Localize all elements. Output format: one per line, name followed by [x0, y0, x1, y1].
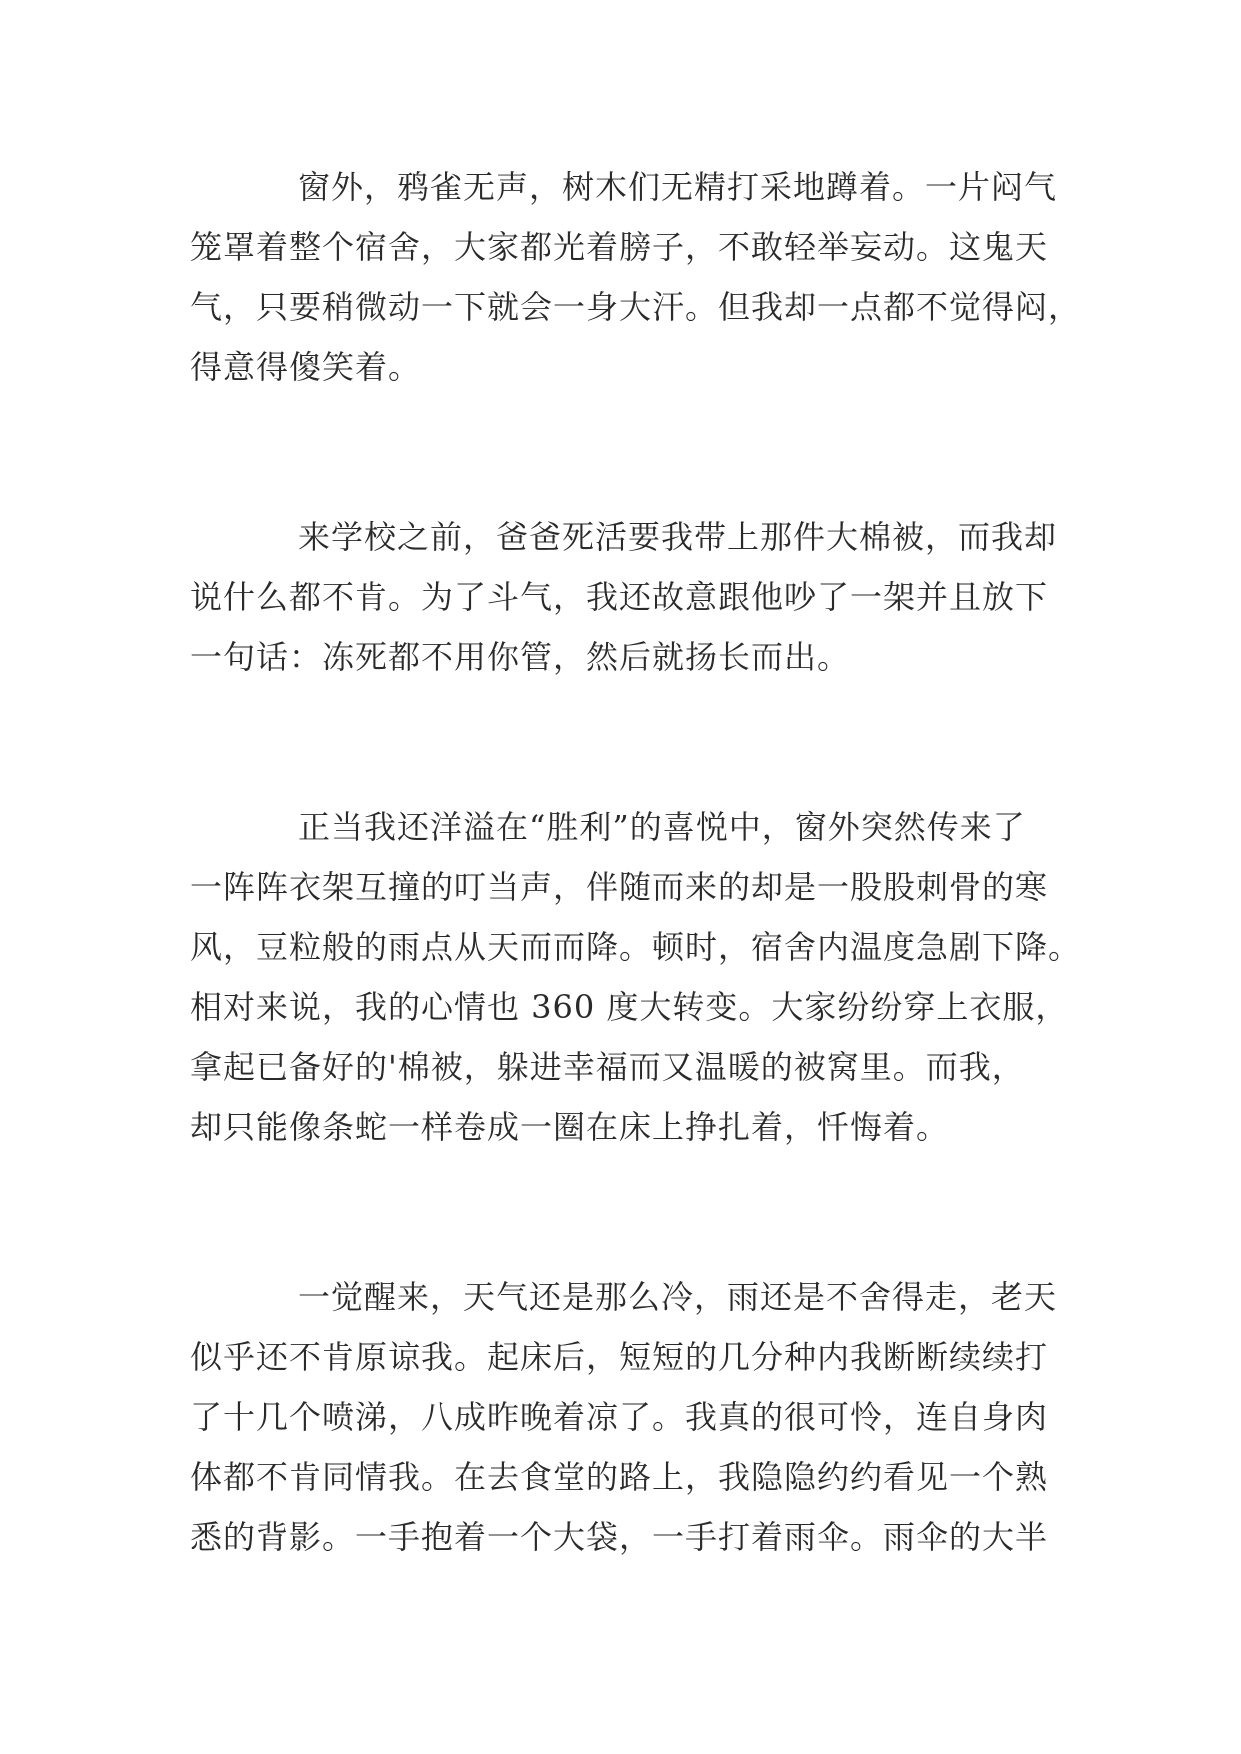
text-line: 却只能像条蛇一样卷成一圈在床上挣扎着，忏悔着。 — [190, 1108, 950, 1146]
text-line: 说什么都不肯。为了斗气，我还故意跟他吵了一架并且放下 — [190, 578, 1049, 616]
text-line: 来学校之前，爸爸死活要我带上那件大棉被，而我却 — [298, 518, 1058, 556]
text-line: 正当我还洋溢在“胜利”的喜悦中，窗外突然传来了 — [298, 808, 1026, 846]
text-line: 似乎还不肯原谅我。起床后，短短的几分种内我断断续续打 — [190, 1338, 1049, 1376]
text-line: 气，只要稍微动一下就会一身大汗。但我却一点都不觉得闷， — [190, 288, 1082, 326]
paragraph-3 — [190, 797, 1082, 1157]
text-line: 一觉醒来，天气还是那么冷，雨还是不舍得走，老天 — [298, 1278, 1058, 1316]
paragraph-2 — [190, 507, 1058, 687]
text-line: 得意得傻笑着。 — [190, 348, 422, 386]
text-line: 相对来说，我的心情也 360 度大转变。大家纷纷穿上衣服， — [190, 988, 1069, 1026]
text-line: 笼罩着整个宿舍，大家都光着膀子，不敢轻举妄动。这鬼天 — [190, 228, 1049, 266]
text-line: 了十几个喷涕，八成昨晚着凉了。我真的很可怜，连自身肉 — [190, 1398, 1049, 1436]
text-line: 拿起已备好的'棉被，躲进幸福而又温暖的被窝里。而我， — [190, 1048, 1025, 1086]
text-line: 一阵阵衣架互撞的叮当声，伴随而来的却是一股股刺骨的寒 — [190, 868, 1049, 906]
text-line: 窗外，鸦雀无声，树木们无精打采地蹲着。一片闷气 — [298, 168, 1058, 206]
paragraph-1 — [190, 157, 1082, 397]
text-line: 体都不肯同情我。在去食堂的路上，我隐隐约约看见一个熟 — [190, 1458, 1049, 1496]
text-line: 悉的背影。一手抱着一个大袋，一手打着雨伞。雨伞的大半 — [190, 1518, 1049, 1556]
text-line: 一句话：冻死都不用你管，然后就扬长而出。 — [190, 638, 851, 676]
paragraph-4 — [190, 1267, 1058, 1567]
text-line: 风，豆粒般的雨点从天而而降。顿时，宿舍内温度急剧下降。 — [190, 928, 1082, 966]
